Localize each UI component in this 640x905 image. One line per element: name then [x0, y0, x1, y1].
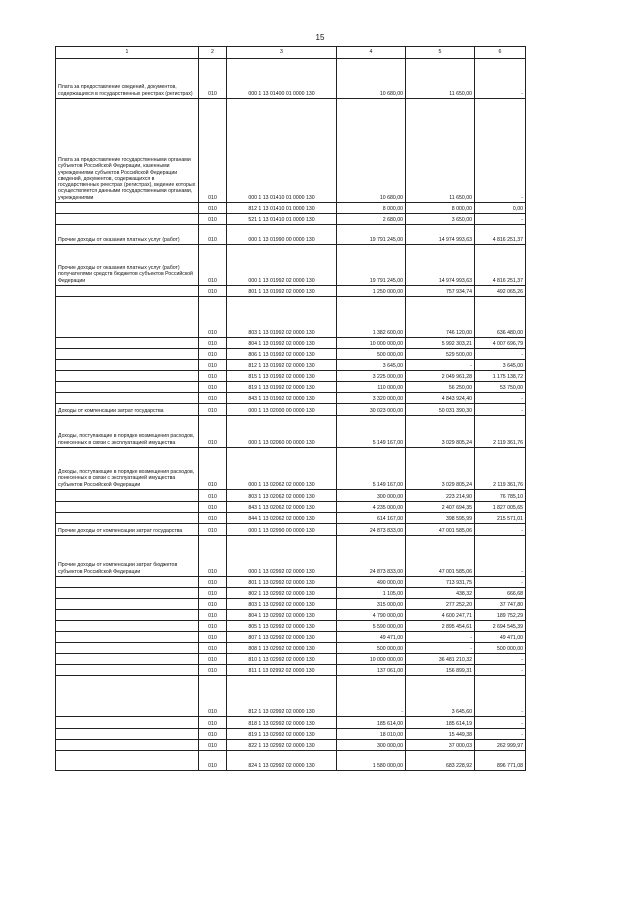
row-code-cell: 010 [199, 654, 227, 665]
row-executed-cell: 713 931,75 [406, 577, 475, 588]
row-plan-cell: 19 791 245,00 [337, 245, 406, 286]
row-name-cell [56, 513, 199, 524]
row-kbk-cell: 000 1 13 01990 00 0000 130 [227, 225, 337, 245]
header-cell: 6 [475, 47, 526, 59]
row-name-cell: Плата за предоставление сведений, документов, содержащихся в государственных реестрах (регистрах) [56, 59, 199, 99]
row-name-cell [56, 502, 199, 513]
row-name-cell [56, 632, 199, 643]
row-code-cell: 010 [199, 751, 227, 771]
row-code-cell: 010 [199, 404, 227, 416]
table-row [56, 536, 526, 577]
row-remainder-cell: 4 007 696,79 [475, 338, 526, 349]
table-row [56, 203, 526, 214]
row-remainder-cell: 896 771,08 [475, 751, 526, 771]
row-code-cell: 010 [199, 59, 227, 99]
row-plan-cell: 5 149 167,00 [337, 448, 406, 490]
row-code-cell: 010 [199, 513, 227, 524]
row-remainder-cell: 215 571,01 [475, 513, 526, 524]
row-code-cell: 010 [199, 729, 227, 740]
row-executed-cell: - [406, 643, 475, 654]
table-row [56, 349, 526, 360]
table-row [56, 214, 526, 225]
header-cell: 2 [199, 47, 227, 59]
row-name-cell: Прочие доходы от компенсации затрат бюджетов субъектов Российской Федерации [56, 536, 199, 577]
row-code-cell: 010 [199, 338, 227, 349]
row-kbk-cell: 521 1 13 01410 01 0000 130 [227, 214, 337, 225]
row-plan-cell: - [337, 676, 406, 717]
row-executed-cell: 223 214,90 [406, 490, 475, 502]
row-executed-cell: 3 029 805,24 [406, 416, 475, 448]
page-number: 15 [315, 33, 325, 42]
row-name-cell [56, 577, 199, 588]
table-row [56, 751, 526, 771]
income-table [55, 46, 526, 771]
row-executed-cell: 4 843 924,40 [406, 393, 475, 404]
row-remainder-cell: 37 747,80 [475, 599, 526, 610]
row-remainder-cell: 189 752,29 [475, 610, 526, 621]
row-code-cell: 010 [199, 490, 227, 502]
row-remainder-cell: 53 750,00 [475, 382, 526, 393]
row-name-cell [56, 214, 199, 225]
row-kbk-cell: 000 1 13 02060 00 0000 130 [227, 416, 337, 448]
row-plan-cell: 1 580 000,00 [337, 751, 406, 771]
row-remainder-cell: - [475, 524, 526, 536]
row-plan-cell: 490 000,00 [337, 577, 406, 588]
row-name-cell: Плата за предоставление государственными органами субъектов Российской Федерации, казенными учреждениями субъектов Российской Федерации сведений, документов, содержащихся в государственных реестрах (регистрах), ведение которых осуществляется данными государственными органами, учреждениями [56, 99, 199, 203]
row-executed-cell: 56 250,00 [406, 382, 475, 393]
row-executed-cell: 14 974 993,63 [406, 245, 475, 286]
row-code-cell: 010 [199, 524, 227, 536]
table-row [56, 524, 526, 536]
row-plan-cell: 24 873 833,00 [337, 524, 406, 536]
table-row [56, 416, 526, 448]
row-plan-cell: 10 000 000,00 [337, 654, 406, 665]
row-executed-cell: 37 000,03 [406, 740, 475, 751]
row-code-cell: 010 [199, 632, 227, 643]
row-plan-cell: 315 000,00 [337, 599, 406, 610]
row-kbk-cell: 808 1 13 02992 02 0000 130 [227, 643, 337, 654]
row-executed-cell: 14 974 993,63 [406, 225, 475, 245]
row-kbk-cell: 844 1 13 02062 02 0000 130 [227, 513, 337, 524]
row-remainder-cell: - [475, 717, 526, 729]
table-row [56, 225, 526, 245]
row-code-cell: 010 [199, 99, 227, 203]
table-row [56, 448, 526, 490]
row-remainder-cell: 4 816 251,37 [475, 225, 526, 245]
row-remainder-cell: - [475, 577, 526, 588]
row-executed-cell: 438,32 [406, 588, 475, 599]
row-remainder-cell: - [475, 654, 526, 665]
row-remainder-cell: - [475, 676, 526, 717]
row-code-cell: 010 [199, 416, 227, 448]
row-executed-cell: 8 000,00 [406, 203, 475, 214]
row-code-cell: 010 [199, 621, 227, 632]
row-kbk-cell: 819 1 13 01992 02 0000 130 [227, 382, 337, 393]
row-remainder-cell: 2 119 361,76 [475, 448, 526, 490]
table-row [56, 588, 526, 599]
row-name-cell [56, 676, 199, 717]
row-kbk-cell: 000 1 13 01992 02 0000 130 [227, 245, 337, 286]
row-name-cell [56, 610, 199, 621]
row-kbk-cell: 805 1 13 02992 02 0000 130 [227, 621, 337, 632]
row-plan-cell: 5 149 167,00 [337, 416, 406, 448]
row-name-cell [56, 588, 199, 599]
table-row [56, 665, 526, 676]
row-plan-cell: 10 680,00 [337, 99, 406, 203]
row-name-cell [56, 382, 199, 393]
row-name-cell [56, 621, 199, 632]
row-remainder-cell: 1 827 005,65 [475, 502, 526, 513]
row-remainder-cell: 2 694 545,39 [475, 621, 526, 632]
row-code-cell: 010 [199, 588, 227, 599]
table-row [56, 393, 526, 404]
row-kbk-cell: 811 1 13 02992 02 0000 130 [227, 665, 337, 676]
row-name-cell [56, 490, 199, 502]
row-kbk-cell: 000 1 13 01400 01 0000 130 [227, 59, 337, 99]
row-executed-cell: 398 595,99 [406, 513, 475, 524]
row-code-cell: 010 [199, 717, 227, 729]
row-kbk-cell: 804 1 13 02992 02 0000 130 [227, 610, 337, 621]
row-remainder-cell: 76 785,10 [475, 490, 526, 502]
table-row [56, 513, 526, 524]
row-name-cell: Прочие доходы от оказания платных услуг (работ) получателями средств бюджетов субъектов Российской Федерации [56, 245, 199, 286]
table-row [56, 99, 526, 203]
row-kbk-cell: 812 1 13 01410 01 0000 130 [227, 203, 337, 214]
row-executed-cell: - [406, 360, 475, 371]
row-name-cell: Доходы, поступающие в порядке возмещения расходов, понесенных в связи с эксплуатацией имущества субъектов Российской Федерации [56, 448, 199, 490]
row-plan-cell: 19 791 245,00 [337, 225, 406, 245]
row-kbk-cell: 815 1 13 01992 02 0000 130 [227, 371, 337, 382]
header-cell: 3 [227, 47, 337, 59]
row-plan-cell: 1 382 600,00 [337, 297, 406, 338]
row-executed-cell: 50 031 390,30 [406, 404, 475, 416]
row-executed-cell: 746 120,00 [406, 297, 475, 338]
row-executed-cell: 277 252,20 [406, 599, 475, 610]
row-remainder-cell: 2 119 361,76 [475, 416, 526, 448]
row-plan-cell: 4 235 000,00 [337, 502, 406, 513]
table-row [56, 404, 526, 416]
row-kbk-cell: 822 1 13 02992 02 0000 130 [227, 740, 337, 751]
row-code-cell: 010 [199, 382, 227, 393]
row-plan-cell: 24 873 833,00 [337, 536, 406, 577]
row-kbk-cell: 807 1 13 02992 02 0000 130 [227, 632, 337, 643]
table-row [56, 245, 526, 286]
row-plan-cell: 3 225 000,00 [337, 371, 406, 382]
row-name-cell [56, 665, 199, 676]
table-row [56, 490, 526, 502]
row-name-cell [56, 349, 199, 360]
row-kbk-cell: 801 1 13 01992 02 0000 130 [227, 286, 337, 297]
row-name-cell [56, 751, 199, 771]
table-row [56, 577, 526, 588]
row-kbk-cell: 812 1 13 01992 02 0000 130 [227, 360, 337, 371]
table-row [56, 338, 526, 349]
table-row [56, 59, 526, 99]
row-name-cell [56, 297, 199, 338]
table-row [56, 360, 526, 371]
row-name-cell [56, 654, 199, 665]
row-name-cell [56, 371, 199, 382]
row-executed-cell: 2 049 961,28 [406, 371, 475, 382]
row-plan-cell: 3 320 000,00 [337, 393, 406, 404]
row-kbk-cell: 819 1 13 02992 02 0000 130 [227, 729, 337, 740]
row-code-cell: 010 [199, 610, 227, 621]
row-code-cell: 010 [199, 214, 227, 225]
header-cell: 1 [56, 47, 199, 59]
row-code-cell: 010 [199, 360, 227, 371]
row-plan-cell: 10 680,00 [337, 59, 406, 99]
row-name-cell: Прочие доходы от оказания платных услуг (работ) [56, 225, 199, 245]
row-kbk-cell: 843 1 13 02062 02 0000 130 [227, 502, 337, 513]
row-code-cell: 010 [199, 740, 227, 751]
table-row [56, 599, 526, 610]
row-name-cell: Доходы, поступающие в порядке возмещения расходов, понесенных в связи с эксплуатацией имущества [56, 416, 199, 448]
row-remainder-cell: - [475, 729, 526, 740]
row-plan-cell: 110 000,00 [337, 382, 406, 393]
table-row [56, 382, 526, 393]
row-plan-cell: 300 000,00 [337, 490, 406, 502]
row-executed-cell: 3 650,00 [406, 214, 475, 225]
row-code-cell: 010 [199, 245, 227, 286]
row-kbk-cell: 000 1 13 02990 00 0000 130 [227, 524, 337, 536]
row-remainder-cell: 49 471,00 [475, 632, 526, 643]
row-remainder-cell: 1 175 138,72 [475, 371, 526, 382]
row-code-cell: 010 [199, 577, 227, 588]
row-remainder-cell: - [475, 214, 526, 225]
row-executed-cell: 757 934,74 [406, 286, 475, 297]
table-row [56, 643, 526, 654]
row-executed-cell: 47 001 585,06 [406, 524, 475, 536]
row-remainder-cell: 0,00 [475, 203, 526, 214]
row-kbk-cell: 803 1 13 02992 02 0000 130 [227, 599, 337, 610]
table-row [56, 297, 526, 338]
row-executed-cell: 185 614,19 [406, 717, 475, 729]
row-executed-cell: - [406, 632, 475, 643]
row-kbk-cell: 000 1 13 01410 01 0000 130 [227, 99, 337, 203]
row-executed-cell: 2 407 694,35 [406, 502, 475, 513]
row-plan-cell: 500 000,00 [337, 643, 406, 654]
row-code-cell: 010 [199, 676, 227, 717]
row-plan-cell: 300 000,00 [337, 740, 406, 751]
row-kbk-cell: 803 1 13 01992 02 0000 130 [227, 297, 337, 338]
row-executed-cell: 3 645,60 [406, 676, 475, 717]
row-remainder-cell: 3 645,00 [475, 360, 526, 371]
row-kbk-cell: 804 1 13 01992 02 0000 130 [227, 338, 337, 349]
row-plan-cell: 185 614,00 [337, 717, 406, 729]
header-cell: 5 [406, 47, 475, 59]
row-code-cell: 010 [199, 502, 227, 513]
row-code-cell: 010 [199, 665, 227, 676]
table-row [56, 654, 526, 665]
row-code-cell: 010 [199, 371, 227, 382]
table-row [56, 610, 526, 621]
table-row [56, 371, 526, 382]
row-executed-cell: 2 895 454,61 [406, 621, 475, 632]
row-name-cell [56, 729, 199, 740]
row-name-cell [56, 338, 199, 349]
row-code-cell: 010 [199, 349, 227, 360]
row-plan-cell: 3 645,00 [337, 360, 406, 371]
row-code-cell: 010 [199, 225, 227, 245]
row-executed-cell: 47 001 585,06 [406, 536, 475, 577]
row-executed-cell: 11 650,00 [406, 59, 475, 99]
row-kbk-cell: 812 1 13 02992 02 0000 130 [227, 676, 337, 717]
table-row [56, 676, 526, 717]
table-row [56, 632, 526, 643]
row-code-cell: 010 [199, 536, 227, 577]
row-executed-cell: 156 899,31 [406, 665, 475, 676]
table-row [56, 621, 526, 632]
row-executed-cell: 15 449,38 [406, 729, 475, 740]
row-plan-cell: 5 590 000,00 [337, 621, 406, 632]
row-kbk-cell: 810 1 13 02992 02 0000 130 [227, 654, 337, 665]
row-plan-cell: 30 023 000,00 [337, 404, 406, 416]
row-remainder-cell: - [475, 59, 526, 99]
row-plan-cell: 8 000,00 [337, 203, 406, 214]
table-row [56, 286, 526, 297]
row-kbk-cell: 824 1 13 02992 02 0000 130 [227, 751, 337, 771]
row-remainder-cell: - [475, 349, 526, 360]
row-code-cell: 010 [199, 297, 227, 338]
row-code-cell: 010 [199, 393, 227, 404]
row-kbk-cell: 000 1 13 02062 02 0000 130 [227, 448, 337, 490]
row-remainder-cell: 500 000,00 [475, 643, 526, 654]
row-kbk-cell: 000 1 13 02000 00 0000 130 [227, 404, 337, 416]
row-plan-cell: 49 471,00 [337, 632, 406, 643]
row-code-cell: 010 [199, 203, 227, 214]
row-code-cell: 010 [199, 286, 227, 297]
row-plan-cell: 2 680,00 [337, 214, 406, 225]
row-remainder-cell: 492 065,26 [475, 286, 526, 297]
row-remainder-cell: - [475, 99, 526, 203]
row-name-cell [56, 599, 199, 610]
row-kbk-cell: 818 1 13 02992 02 0000 130 [227, 717, 337, 729]
row-plan-cell: 500 000,00 [337, 349, 406, 360]
table-row [56, 502, 526, 513]
row-remainder-cell: 262 999,97 [475, 740, 526, 751]
row-plan-cell: 4 790 000,00 [337, 610, 406, 621]
row-remainder-cell: - [475, 536, 526, 577]
row-name-cell: Доходы от компенсации затрат государства [56, 404, 199, 416]
row-code-cell: 010 [199, 643, 227, 654]
row-name-cell [56, 203, 199, 214]
row-kbk-cell: 806 1 13 01992 02 0000 130 [227, 349, 337, 360]
row-executed-cell: 5 992 303,21 [406, 338, 475, 349]
row-kbk-cell: 803 1 13 02062 02 0000 130 [227, 490, 337, 502]
table-row [56, 740, 526, 751]
row-name-cell: Прочие доходы от компенсации затрат государства [56, 524, 199, 536]
row-remainder-cell: 4 816 251,37 [475, 245, 526, 286]
row-remainder-cell: - [475, 404, 526, 416]
row-remainder-cell: 636 480,00 [475, 297, 526, 338]
row-name-cell [56, 360, 199, 371]
row-plan-cell: 18 010,00 [337, 729, 406, 740]
row-name-cell [56, 740, 199, 751]
row-executed-cell: 3 029 805,24 [406, 448, 475, 490]
row-remainder-cell: - [475, 393, 526, 404]
row-plan-cell: 1 105,00 [337, 588, 406, 599]
row-remainder-cell: 666,68 [475, 588, 526, 599]
row-plan-cell: 137 061,00 [337, 665, 406, 676]
row-remainder-cell: - [475, 665, 526, 676]
row-plan-cell: 10 000 000,00 [337, 338, 406, 349]
table-row [56, 717, 526, 729]
row-executed-cell: 36 481 210,32 [406, 654, 475, 665]
row-kbk-cell: 801 1 13 02992 02 0000 130 [227, 577, 337, 588]
row-plan-cell: 614 167,00 [337, 513, 406, 524]
header-cell: 4 [337, 47, 406, 59]
row-kbk-cell: 802 1 13 02992 02 0000 130 [227, 588, 337, 599]
row-executed-cell: 683 228,92 [406, 751, 475, 771]
table-header-row [56, 47, 526, 59]
row-name-cell [56, 643, 199, 654]
row-name-cell [56, 286, 199, 297]
row-name-cell [56, 717, 199, 729]
row-code-cell: 010 [199, 599, 227, 610]
row-kbk-cell: 000 1 13 02992 02 0000 130 [227, 536, 337, 577]
row-executed-cell: 11 650,00 [406, 99, 475, 203]
row-code-cell: 010 [199, 448, 227, 490]
row-executed-cell: 4 600 247,71 [406, 610, 475, 621]
row-name-cell [56, 393, 199, 404]
row-plan-cell: 1 250 000,00 [337, 286, 406, 297]
row-executed-cell: 529 500,00 [406, 349, 475, 360]
table-row [56, 729, 526, 740]
row-kbk-cell: 843 1 13 01992 02 0000 130 [227, 393, 337, 404]
